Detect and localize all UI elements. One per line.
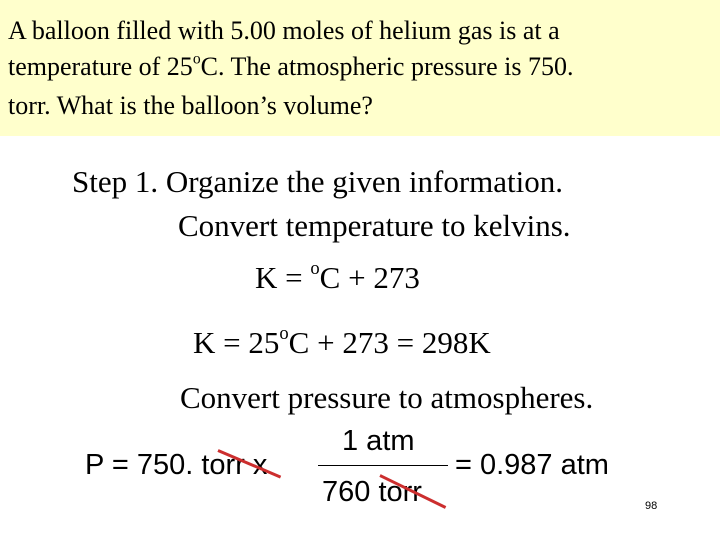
kelvin-formula-rhs: C + 273 <box>319 260 420 295</box>
page-number: 98 <box>645 500 658 512</box>
degree-sup: o <box>279 323 289 345</box>
convert-pressure-text: Convert pressure to atmospheres. <box>180 380 594 415</box>
question-line-2 <box>8 52 573 82</box>
kelvin-calc-lhs: K = 25 <box>193 325 280 360</box>
step1-heading: Step 1. Organize the given information. <box>72 164 564 199</box>
fraction-denominator: 760 torr <box>322 476 422 508</box>
convert-temperature-text: Convert temperature to kelvins. <box>178 208 571 243</box>
fraction-numerator: 1 atm <box>342 425 415 457</box>
kelvin-calc-rhs: C + 273 = 298K <box>288 325 491 360</box>
fraction-bar <box>318 465 448 466</box>
question-box <box>0 0 720 136</box>
question-line-2-text-end: C. The atmospheric pressure is 750. <box>200 52 574 81</box>
pressure-result: = 0.987 atm <box>455 449 609 481</box>
question-line-3: torr. What is the balloon’s volume? <box>8 91 373 120</box>
degree-sup: o <box>310 258 320 280</box>
kelvin-formula-lhs: K = <box>255 260 311 295</box>
kelvin-calculation <box>193 325 491 361</box>
degree-sup: o <box>192 50 201 68</box>
question-line-1: A balloon filled with 5.00 moles of helium gas is at a <box>8 16 560 45</box>
kelvin-formula <box>255 260 420 296</box>
question-line-2-text: temperature of 25 <box>8 52 193 81</box>
pressure-lhs: P = 750. torr x <box>85 449 268 481</box>
